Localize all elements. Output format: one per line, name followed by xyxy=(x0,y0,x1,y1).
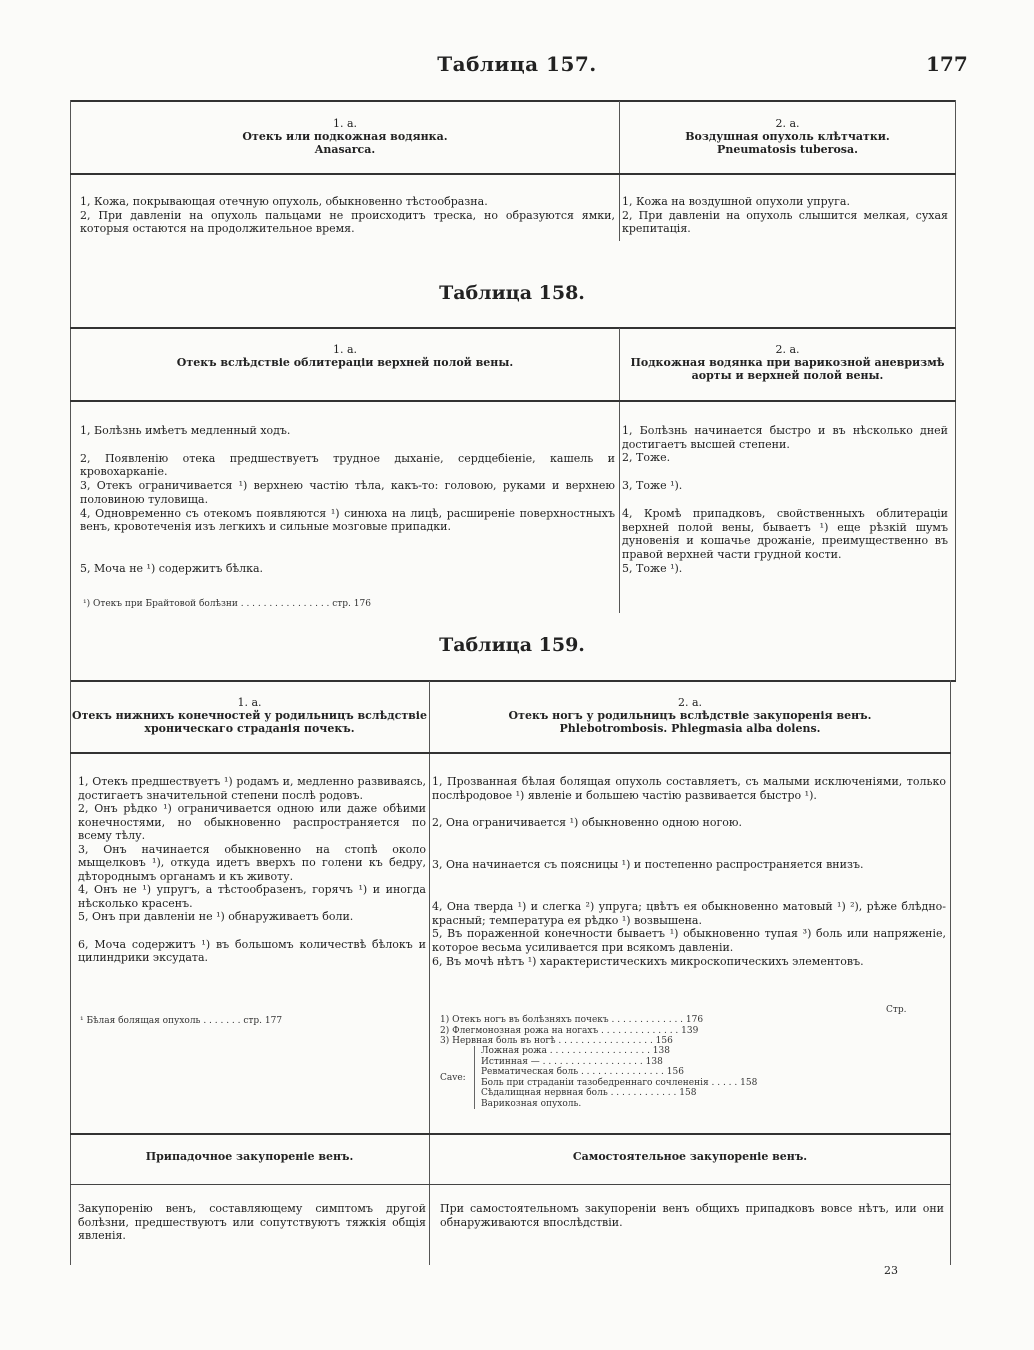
list-item: 1, Болѣзнь начинается быстро и въ нѣсколько дней достигаетъ высшей степени. xyxy=(622,424,948,451)
top-rule xyxy=(70,100,956,102)
list-item: 2, Онъ рѣдко ¹) ограничивается одною или даже обѣими конечностями, но обыкновенно распространяется по всему тѣлу. xyxy=(78,802,426,842)
t157-left-body xyxy=(80,195,615,236)
list-item: 2, Она ограничивается ¹) обыкновенно одною ногою. xyxy=(432,816,742,830)
cave-item: Ложная рожа . . . . . . . . . . . . . . . . . . 138 xyxy=(481,1046,670,1056)
t159-right-footnotes xyxy=(440,1015,910,1047)
t157-right-title: Воздушная опухоль клѣтчатки. xyxy=(685,130,890,143)
list-item: 3, Онъ начинается обыкновенно на стопѣ около мыщелковъ ¹), откуда идетъ вверхъ по голени къ бедру, дѣтороднымъ органамъ и къ животу. xyxy=(78,842,426,883)
t159-right-header xyxy=(435,696,945,735)
t158-left-body xyxy=(80,424,615,576)
bottom-right-title: Самостоятельное закупореніе венъ. xyxy=(572,1150,808,1163)
t158-left-num: 1. а. xyxy=(332,343,358,356)
t157-right-header xyxy=(625,117,950,156)
t157-left-latin: Anasarca. xyxy=(314,143,376,156)
t159-title: Таблица 159. xyxy=(439,634,585,656)
t158-title: Таблица 158. xyxy=(439,282,585,304)
t159-left-header xyxy=(72,696,427,735)
cave-item: Сѣдалищная нервная боль . . . . . . . . . . . . 158 xyxy=(481,1088,697,1098)
t158-right-title: Подкожная водянка при варикозной аневризмѣ аорты и верхней полой вены. xyxy=(630,356,945,382)
cave-item: Ревматическая боль . . . . . . . . . . . . . . . 156 xyxy=(481,1067,684,1077)
t158-left-title: Отекъ вслѣдствіе облитераціи верхней полой вены. xyxy=(176,356,514,369)
list-item: 3, Она начинается съ поясницы ¹) и постепенно распространяется внизъ. xyxy=(432,858,864,872)
t159-right-num: 2. а. xyxy=(677,696,703,709)
footnote-row: 2) Флегмонозная рожа на ногахъ . . . . . . . . . . . . . . 139 xyxy=(440,1025,699,1036)
t158-top-rule xyxy=(70,327,956,329)
list-item: 2, При давленіи на опухоль слышится мелкая, сухая крепитація. xyxy=(622,208,948,236)
t158-right-header xyxy=(625,343,950,382)
bottom-header-rule xyxy=(70,1184,951,1185)
t159-top-rule xyxy=(70,680,956,682)
t157-header-rule xyxy=(70,173,956,175)
footnote-row: 1) Отекъ ногъ въ болѣзняхъ почекъ . . . . . . . . . . . . . 176 xyxy=(440,1015,704,1025)
t159-footnote-page-header: Стр. xyxy=(886,1005,907,1015)
list-item: 1, Болѣзнь имѣетъ медленный ходъ. xyxy=(80,424,291,437)
t159-divider xyxy=(429,681,430,1265)
t159-left-body xyxy=(78,775,426,965)
t158-right-body xyxy=(622,424,948,575)
bottom-right-text: При самостоятельномъ закупореніи венъ общихъ припадковъ вовсе нѣтъ, или они обнаруживаются впослѣдствіи. xyxy=(440,1202,944,1229)
page-number: 177 xyxy=(926,52,968,76)
list-item: 5, Онъ при давленіи не ¹) обнаруживаетъ боли. xyxy=(78,910,354,923)
t159-right-latin: Phlebotrombosis. Phlegmasia alba dolens. xyxy=(559,722,821,735)
t158-header-rule xyxy=(70,400,956,402)
t159-left-num: 1. а. xyxy=(237,696,262,709)
outer-left-border xyxy=(70,100,71,680)
page-title: Таблица 157. xyxy=(437,52,597,76)
t158-left-header xyxy=(100,343,590,369)
cave-label: Cave: xyxy=(440,1073,466,1083)
list-item: 4, Одновременно съ отекомъ появляются ¹) синюха на лицѣ, расширеніе поверхностныхъ венъ, кровотеченія изъ легкихъ и сильные мозговые припадки. xyxy=(80,506,615,534)
list-item: 3, Отекъ ограничивается ¹) верхнею частію тѣла, какъ-то: головою, руками и верхнею половиною туловища. xyxy=(80,479,615,506)
t157-left-header xyxy=(100,117,590,156)
t158-right-num: 2. а. xyxy=(775,343,800,356)
list-item: 2, Появленію отека предшествуетъ трудное дыханіе, сердцебіеніе, кашель и кровохарканіе. xyxy=(80,451,615,479)
list-item: 4, Она тверда ¹) и слегка ²) упруга; цвѣтъ ея обыкновенно матовый ¹) ²), рѣже блѣдно-красный; температура ея рѣдко ¹) возвышена. xyxy=(432,899,946,927)
list-item: 5, Въ пораженной конечности бываетъ ¹) обыкновенно тупая ³) боль или напряженіе, которое весьма усиливается при всякомъ давленіи. xyxy=(432,927,946,954)
cave-list xyxy=(474,1046,921,1109)
bottom-top-rule xyxy=(70,1133,951,1135)
t157-right-latin: Pneumatosis tuberosa. xyxy=(717,143,858,156)
list-item: 1, Прозванная бѣлая болящая опухоль составляетъ, съ малыми исключеніями, только послѣродовое ¹) явленіе и большею частію развивается быстро ¹). xyxy=(432,775,946,802)
list-item: 1, Кожа на воздушной опухоли упруга. xyxy=(622,195,850,208)
cave-item: Варикозная опухоль. xyxy=(481,1098,582,1109)
bottom-left-text: Закупоренію венъ, составляющему симптомъ другой болѣзни, предшествуютъ или сопутствуютъ тяжкія общія явленія. xyxy=(78,1202,426,1243)
t157-left-num: 1. а. xyxy=(332,117,358,130)
list-item: 4, Онъ не ¹) упругъ, а тѣстообразенъ, горячъ ¹) и иногда нѣсколько красенъ. xyxy=(78,883,426,910)
list-item: 4, Кромѣ припадковъ, свойственныхъ облитераціи верхней полой вены, бываетъ ¹) еще рѣзкій шумъ дуновенія и кошачье дрожаніе, преимущественно въ правой верхней части грудной кости. xyxy=(622,506,948,561)
list-item: 5, Моча не ¹) содержитъ бѣлка. xyxy=(80,561,264,575)
t159-left-title: Отекъ нижнихъ конечностей у родильницъ вслѣдствіе хроническаго страданія почекъ. xyxy=(72,709,427,735)
list-item: 2, При давленіи на опухоль пальцами не происходитъ треска, но образуются ямки, которыя остаются на продолжительное время. xyxy=(80,208,615,236)
signature-mark: 23 xyxy=(884,1264,898,1277)
t159-header-rule xyxy=(70,752,951,754)
t159-right-border xyxy=(950,680,951,1265)
list-item: 1, Кожа, покрывающая отечную опухоль, обыкновенно тѣстообразна. xyxy=(80,195,488,208)
cave-item: Истинная — . . . . . . . . . . . . . . . . . . 138 xyxy=(481,1056,663,1067)
t159-left-border xyxy=(70,680,71,1265)
t158-divider xyxy=(619,328,620,613)
t157-right-body xyxy=(622,195,948,236)
t157-left-title: Отекъ или подкожная водянка. xyxy=(242,130,448,143)
t158-footnote: ¹) Отекъ при Брайтовой болѣзни . . . . . . . . . . . . . . . . стр. 176 xyxy=(83,599,371,609)
t157-divider xyxy=(619,101,620,241)
list-item: 3, Тоже ¹). xyxy=(622,479,683,493)
bottom-left-title: Припадочное закупореніе венъ. xyxy=(145,1150,354,1163)
outer-right-border xyxy=(955,100,956,680)
list-item: 6, Моча содержитъ ¹) въ большомъ количествѣ бѣлокъ и цилиндрики эксудата. xyxy=(78,937,426,964)
t159-right-body xyxy=(432,775,946,968)
t159-left-footnote: ¹ Бѣлая болящая опухоль . . . . . . . стр. 177 xyxy=(80,1016,283,1026)
list-item: 1, Отекъ предшествуетъ ¹) родамъ и, медленно развиваясь, достигаетъ значительной степени послѣ родовъ. xyxy=(78,775,426,802)
list-item: 6, Въ мочѣ нѣтъ ¹) характеристическихъ микроскопическихъ элементовъ. xyxy=(432,954,864,968)
cave-item: Боль при страданіи тазобедреннаго сочлененія . . . . . 158 xyxy=(481,1077,758,1088)
footnote-row: 3) Нервная боль въ ногѣ . . . . . . . . . . . . . . . . . 156 xyxy=(440,1036,673,1046)
list-item: 2, Тоже. xyxy=(622,451,671,465)
t159-right-title: Отекъ ногъ у родильницъ вслѣдствіе закупоренія венъ. xyxy=(508,709,872,722)
t157-right-num: 2. а. xyxy=(775,117,800,130)
list-item: 5, Тоже ¹). xyxy=(622,561,683,575)
